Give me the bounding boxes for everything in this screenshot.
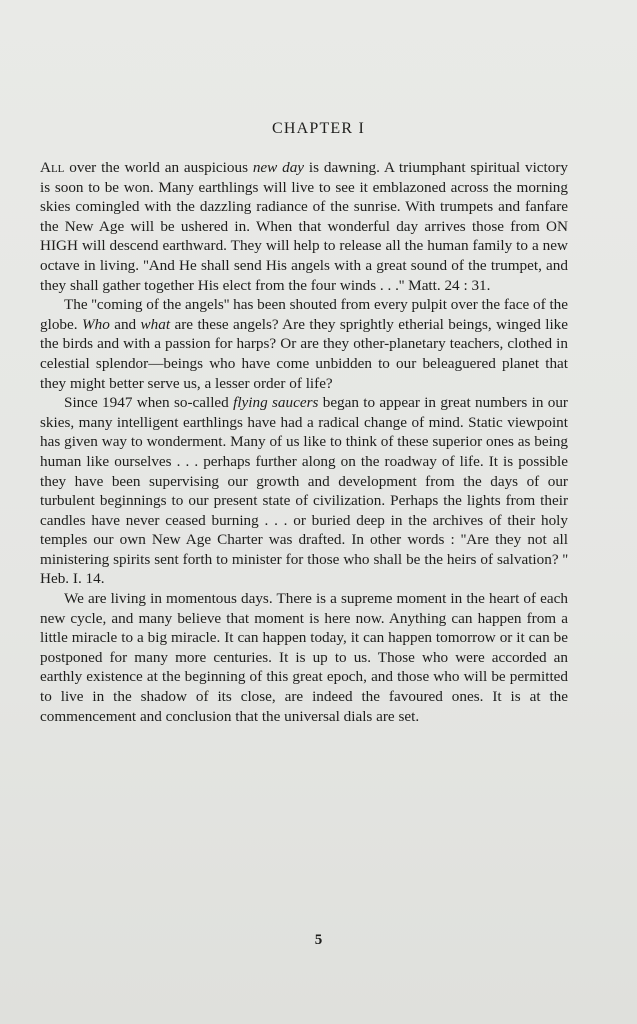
paragraph-3	[40, 393, 568, 589]
text-run: is dawning. A triumphant spiritual victory is soon to be won. Many earthlings will live to see it emblazoned across the morning skies comingled with the dazzling radiance of the sunrise. With trumpets and fanfare the New Age will be ushered in. When that wonderful day arrives those from ON HIGH will descend earthward. They will help to release all the human family to a new octave in living. ''And He shall send His angels with a great sound of the trumpet, and they shall gather together His elect from the four winds . . .'' Matt. 24 : 31.	[40, 159, 568, 294]
text-run: We are living in momentous days. There is a supreme moment in the heart of each new cycle, and many believe that moment is here now. Anything can happen from a little miracle to a big miracle. It can happen today, it can happen tomorrow or it can be postponed for many more centuries. It is up to us. Those who were accorded an earthly existence at the beginning of this great epoch, and those who will be permitted to live in the shadow of its close, are indeed the favoured ones. It is at the commencement and conclusion that the universal dials are set.	[40, 590, 568, 725]
paragraph-2	[40, 295, 568, 393]
chapter-body	[40, 158, 568, 726]
page-number: 5	[314, 932, 323, 948]
text-run: began to appear in great numbers in our skies, many intelligent earthlings have had a radical change of mind. Static viewpoint has given way to wonderment. Many of us like to think of these superior ones as being human like ourselves . . . perhaps further along on the roadway of life. It is possible they have been supervising our growth and development from the days of our turbulent beginnings to our present state of civilization. Perhaps the lights from their candles have never ceased burning . . . or buried deep in the archives of their holy temples our own New Age Charter was drafted. In other words : ''Are they not all ministering spirits sent forth to minister for those who shall be the heirs of salvation? '' Heb. I. 14.	[40, 394, 568, 588]
emphasis-what: what	[140, 315, 171, 333]
chapter-title: CHAPTER I	[271, 120, 366, 137]
text-run: The ''coming of the angels'' has been shouted from every pulpit over the face of the globe.	[40, 296, 568, 333]
paragraph-4	[40, 589, 568, 726]
text-run: Since 1947 when so-called	[64, 394, 234, 412]
emphasis-who: Who	[81, 315, 110, 333]
text-run: over the world an auspicious	[64, 159, 253, 176]
paragraph-1	[40, 158, 568, 295]
emphasis-new-day: new day	[252, 159, 305, 176]
text-run: are these angels? Are they sprightly etherial beings, winged like the birds and with a passion for harps? Or are they other-planetary teachers, clothed in celestial splendor—beings who have come unbidden to our beleaguered planet that they might better serve us, a lesser order of life?	[40, 315, 568, 392]
opening-word: All	[40, 159, 65, 176]
text-run: and	[109, 315, 141, 333]
emphasis-flying-saucers: flying saucers	[233, 394, 319, 412]
